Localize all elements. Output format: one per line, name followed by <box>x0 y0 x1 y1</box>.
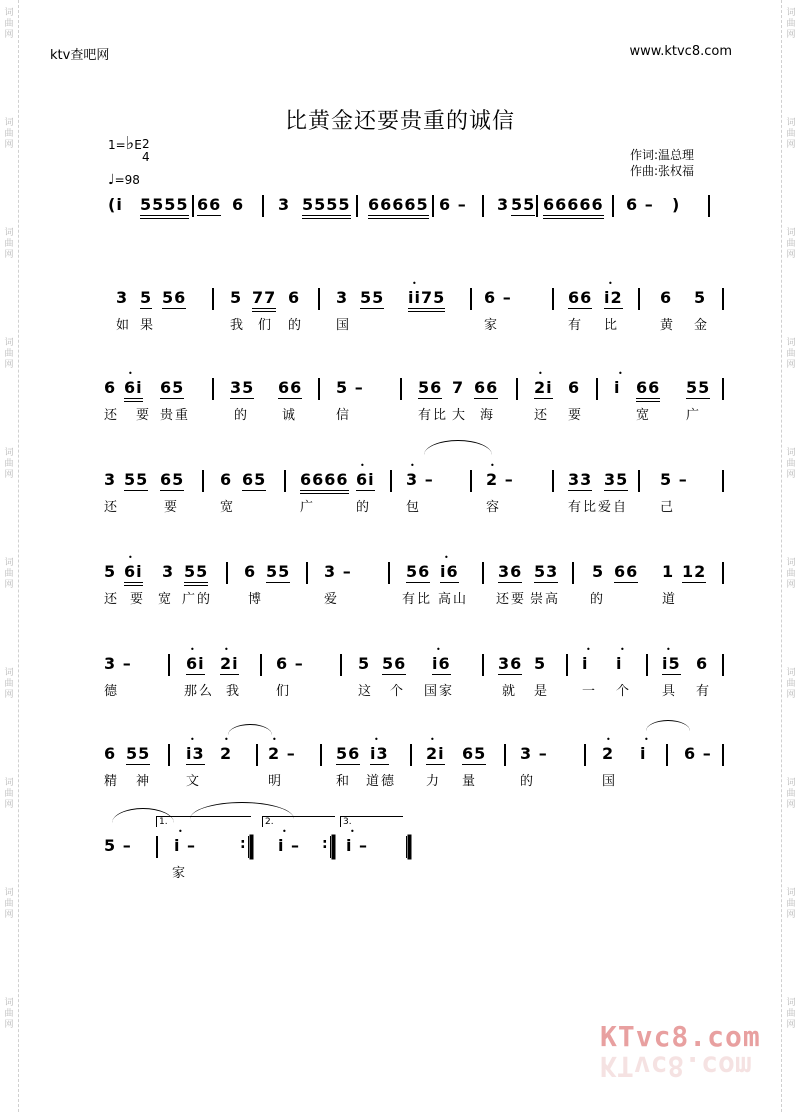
note-group: • 6i <box>186 654 205 675</box>
barline <box>708 195 710 217</box>
lyric: 国 <box>336 318 352 333</box>
barline <box>212 378 214 400</box>
lyric: 还 <box>104 408 120 423</box>
lyric: 爱自 <box>598 500 629 515</box>
lyric: 德 <box>104 684 120 699</box>
note-group: 6 – <box>484 288 512 307</box>
barline <box>596 378 598 400</box>
barline <box>470 470 472 492</box>
barline <box>516 378 518 400</box>
edge-watermark: 词曲网 <box>4 448 14 480</box>
note-group: 56 <box>382 654 407 673</box>
edge-watermark: 词曲网 <box>4 228 14 260</box>
edge-watermark: 词曲网 <box>786 778 796 810</box>
note-group: 3 – <box>520 744 548 763</box>
note-group: 6 <box>568 378 581 397</box>
note-group: 3 <box>162 562 175 581</box>
note-group: 6 <box>244 562 257 581</box>
note-group: • 6i <box>356 470 375 491</box>
note-group: 12 <box>682 562 707 581</box>
tie-arc <box>228 724 272 735</box>
note-group: • 2i <box>426 744 445 765</box>
barline <box>168 654 170 676</box>
lyric: 家 <box>172 866 188 881</box>
note-group: • i – <box>346 836 368 855</box>
note-group: • i <box>616 654 622 673</box>
tempo-marking <box>108 172 140 188</box>
barline <box>722 562 724 584</box>
note-group: 36 <box>498 654 523 673</box>
lyric: 我 <box>226 684 242 699</box>
note-group: 66 <box>614 562 639 581</box>
note-group: • 6i <box>124 378 143 402</box>
left-margin-strip <box>0 0 19 1112</box>
note-group: • i <box>582 654 588 673</box>
note-group: 6 <box>696 654 709 673</box>
note-group: • 2 <box>220 744 232 763</box>
note-group: 55 <box>266 562 291 581</box>
barline <box>552 288 554 310</box>
note-group: 3 <box>497 195 510 214</box>
barline <box>504 744 506 766</box>
final-barline <box>406 836 407 858</box>
note-group: • i6 <box>440 562 459 583</box>
edge-watermark: 词曲网 <box>786 558 796 590</box>
lyric: 还 <box>104 500 120 515</box>
lyric: 具 <box>662 684 678 699</box>
note-group: 6 <box>104 378 117 397</box>
lyric: 果 <box>140 318 156 333</box>
lyric: 贵重 <box>160 408 191 423</box>
edge-watermark: 词曲网 <box>786 888 796 920</box>
barline <box>722 288 724 310</box>
lyric: 道德 <box>366 774 397 789</box>
barline <box>722 378 724 400</box>
note-group: 66 <box>568 288 593 307</box>
note-group: 5 – <box>660 470 688 489</box>
note-group: 6 – <box>439 195 467 214</box>
note-group: • i6 <box>432 654 451 675</box>
barline <box>722 470 724 492</box>
lyric: 高山 <box>438 592 469 607</box>
note-group: 6 <box>104 744 117 763</box>
lyric: 有 <box>568 318 584 333</box>
note-group: 5 – <box>336 378 364 397</box>
lyric: 包 <box>406 500 422 515</box>
quarter-note-icon: ♩ <box>108 172 115 188</box>
note-group: 3 – <box>324 562 352 581</box>
barline <box>192 195 194 217</box>
barline <box>260 654 262 676</box>
note-group: 5 <box>534 654 547 673</box>
edge-watermark: 词曲网 <box>786 998 796 1030</box>
lyric: 有 <box>696 684 712 699</box>
barline <box>156 836 158 858</box>
note-group: 66666 <box>543 195 604 219</box>
lyric: 的 <box>234 408 250 423</box>
lyric: 崇高 <box>530 592 561 607</box>
lyric: 那么 <box>184 684 215 699</box>
note-group: • i5 <box>662 654 681 675</box>
note-group: 3 <box>278 195 291 214</box>
note-group: 55 <box>511 195 536 214</box>
note-group: • 6i <box>124 562 143 586</box>
note-group: 6 <box>288 288 301 307</box>
barline <box>318 378 320 400</box>
ktvc8-logo-reflection: KTvc8.com <box>600 1050 752 1083</box>
lyric: 个 <box>390 684 406 699</box>
edge-watermark: 词曲网 <box>786 8 796 40</box>
edge-watermark: 词曲网 <box>786 448 796 480</box>
note-group: 65 <box>160 378 185 397</box>
repeat-dots: : <box>240 836 247 852</box>
lyric: 的 <box>520 774 536 789</box>
note-group: 35 <box>604 470 629 489</box>
lyric: 们 <box>258 318 274 333</box>
note-group: 6666 <box>300 470 349 494</box>
volta-bracket-2: 2. <box>262 816 335 827</box>
barline <box>340 654 342 676</box>
note-group: • 2 – <box>486 470 514 489</box>
lyric: 家 <box>484 318 500 333</box>
lyric: 明 <box>268 774 284 789</box>
lyric: 有比 <box>568 500 599 515</box>
edge-watermark: 词曲网 <box>786 118 796 150</box>
lyric: 要 <box>130 592 146 607</box>
header-site-name: ktv查吧网 <box>50 48 110 63</box>
repeat-barline <box>330 836 331 858</box>
lyric: 的 <box>590 592 606 607</box>
barline <box>482 195 484 217</box>
note-group: 33 <box>568 470 593 489</box>
note-group: • ii75 <box>408 288 445 312</box>
barline <box>722 744 724 766</box>
lyric: 们 <box>276 684 292 699</box>
note-group: • 2i <box>220 654 239 675</box>
note-group: 65 <box>462 744 487 763</box>
note-group: (i <box>108 195 123 214</box>
lyric: 量 <box>462 774 478 789</box>
barline <box>566 654 568 676</box>
time-signature <box>142 138 150 164</box>
lyric: 海 <box>480 408 496 423</box>
lyric: 是 <box>534 684 550 699</box>
lyric: 信 <box>336 408 352 423</box>
note-group: 55 <box>124 470 149 489</box>
barline <box>584 744 586 766</box>
lyric: 国 <box>602 774 618 789</box>
barline <box>262 195 264 217</box>
barline <box>638 288 640 310</box>
note-group: 5 <box>140 288 153 307</box>
barline <box>410 744 412 766</box>
note-group: 3 <box>104 470 117 489</box>
lyric: 要 <box>164 500 180 515</box>
barline <box>638 470 640 492</box>
note-group: • i2 <box>604 288 623 309</box>
tie-arc <box>424 440 492 455</box>
lyric: 大 <box>452 408 468 423</box>
lyric: 一 <box>582 684 598 699</box>
header-site-url: www.ktvc8.com <box>629 44 732 59</box>
note-group: 56 <box>418 378 443 397</box>
time-signature-top: 2 <box>142 137 150 151</box>
time-signature-bottom: 4 <box>142 150 150 164</box>
note-group: 66 <box>197 195 222 214</box>
lyric: 和 <box>336 774 352 789</box>
note-group: 53 <box>534 562 559 581</box>
lyric: 个 <box>616 684 632 699</box>
barline <box>226 562 228 584</box>
note-group: 6 – <box>626 195 654 214</box>
note-group: 6 <box>232 195 245 214</box>
lyric: 宽 <box>220 500 236 515</box>
lyric: 还 <box>534 408 550 423</box>
note-group: • i <box>640 744 646 763</box>
note-group: 5 <box>694 288 707 307</box>
barline <box>400 378 402 400</box>
lyric: 精 <box>104 774 120 789</box>
lyric: 博 <box>248 592 264 607</box>
barline <box>318 288 320 310</box>
note-group: 55 <box>360 288 385 307</box>
lyric: 力 <box>426 774 442 789</box>
key-signature <box>108 133 142 154</box>
barline <box>212 288 214 310</box>
note-group: • i – <box>278 836 300 855</box>
lyric: 如 <box>116 318 132 333</box>
note-group: 6 <box>660 288 673 307</box>
lyric: 的 <box>288 318 304 333</box>
tempo-value: =98 <box>114 173 140 187</box>
note-group: ) <box>672 195 681 214</box>
lyric: 文 <box>186 774 202 789</box>
barline <box>612 195 614 217</box>
note-group: 5 – <box>104 836 132 855</box>
edge-watermark: 词曲网 <box>4 778 14 810</box>
lyric: 宽 <box>158 592 174 607</box>
note-group: 56 <box>406 562 431 581</box>
credits <box>630 147 694 179</box>
lyric: 还要 <box>496 592 527 607</box>
note-group: 55 <box>184 562 208 586</box>
note-group: 55 <box>686 378 711 397</box>
barline <box>536 195 538 217</box>
note-group: • 2 – <box>268 744 296 763</box>
edge-watermark: 词曲网 <box>4 338 14 370</box>
barline <box>168 744 170 766</box>
note-group: 66 <box>474 378 499 397</box>
barline <box>646 654 648 676</box>
song-title: 比黄金还要贵重的诚信 <box>284 109 515 134</box>
lyric: 爱 <box>324 592 340 607</box>
lyric: 广 <box>300 500 316 515</box>
lyric: 金 <box>694 318 710 333</box>
note-group: 66665 <box>368 195 429 219</box>
barline <box>256 744 258 766</box>
note-group: • 3 – <box>406 470 434 489</box>
lyric: 诚 <box>282 408 298 423</box>
note-group: 5555 <box>140 195 189 219</box>
barline <box>388 562 390 584</box>
note-group: 1 <box>662 562 675 581</box>
note-group: 35 <box>230 378 255 397</box>
barline <box>722 654 724 676</box>
lyric: 国家 <box>424 684 455 699</box>
barline <box>356 195 358 217</box>
key-prefix: 1= <box>108 138 126 152</box>
barline <box>306 562 308 584</box>
lyric: 广的 <box>182 592 213 607</box>
lyric: 宽 <box>636 408 652 423</box>
barline <box>572 562 574 584</box>
note-group: 65 <box>242 470 267 489</box>
lyricist-credit: 作词:温总理 <box>630 148 695 162</box>
lyric: 有比 <box>418 408 449 423</box>
flat-symbol: ♭ <box>125 133 135 154</box>
edge-watermark: 词曲网 <box>4 888 14 920</box>
note-group: 5 <box>358 654 371 673</box>
lyric: 己 <box>660 500 676 515</box>
note-group: 56 <box>336 744 361 763</box>
lyric: 就 <box>502 684 518 699</box>
note-group: 6 – <box>276 654 304 673</box>
note-group: • 2i <box>534 378 553 399</box>
note-group: • i3 <box>370 744 389 765</box>
repeat-dots: : <box>322 836 329 852</box>
edge-watermark: 词曲网 <box>786 338 796 370</box>
edge-watermark: 词曲网 <box>786 228 796 260</box>
lyric: 广 <box>686 408 702 423</box>
note-group: 3 <box>116 288 129 307</box>
note-group: • 2 <box>602 744 614 763</box>
note-group: 6 <box>220 470 233 489</box>
lyric: 神 <box>136 774 152 789</box>
barline <box>432 195 434 217</box>
note-group: 3 – <box>104 654 132 673</box>
edge-watermark: 词曲网 <box>4 118 14 150</box>
barline <box>202 470 204 492</box>
note-group: 5555 <box>302 195 351 219</box>
lyric: 有比 <box>402 592 433 607</box>
barline <box>470 288 472 310</box>
composer-credit: 作曲:张权福 <box>630 164 695 178</box>
repeat-barline <box>248 836 249 858</box>
edge-watermark: 词曲网 <box>786 668 796 700</box>
barline <box>482 654 484 676</box>
barline <box>482 562 484 584</box>
note-group: 77 <box>252 288 276 312</box>
barline <box>284 470 286 492</box>
volta-bracket-1: 1. <box>156 816 251 827</box>
lyric: 要 <box>568 408 584 423</box>
note-group: • i – <box>174 836 196 855</box>
note-group: 56 <box>162 288 187 307</box>
note-group: 3 <box>336 288 349 307</box>
note-group: 5 <box>592 562 605 581</box>
note-group: 65 <box>160 470 185 489</box>
tie-arc <box>646 720 690 731</box>
note-group: 5 <box>230 288 243 307</box>
barline <box>320 744 322 766</box>
note-group: • i <box>614 378 620 397</box>
volta-bracket-3: 3. <box>340 816 403 827</box>
note-group: 66 <box>278 378 303 397</box>
edge-watermark: 词曲网 <box>4 998 14 1030</box>
note-group: 5 <box>104 562 117 581</box>
lyric: 还 <box>104 592 120 607</box>
ktvc8-logo: KTvc8.com <box>600 1020 761 1053</box>
lyric: 要 <box>136 408 152 423</box>
barline <box>552 470 554 492</box>
edge-watermark: 词曲网 <box>4 668 14 700</box>
right-margin-strip <box>781 0 800 1112</box>
note-group: 66 <box>636 378 660 402</box>
edge-watermark: 词曲网 <box>4 8 14 40</box>
note-group: 36 <box>498 562 523 581</box>
lyric: 道 <box>662 592 678 607</box>
lyric: 容 <box>486 500 502 515</box>
lyric: 的 <box>356 500 372 515</box>
barline <box>390 470 392 492</box>
lyric: 这 <box>358 684 374 699</box>
note-group: 7 <box>452 378 465 397</box>
note-group: • i3 <box>186 744 205 765</box>
note-group: 55 <box>126 744 151 763</box>
note-group: 6 – <box>684 744 712 763</box>
lyric: 黄 <box>660 318 676 333</box>
lyric: 比 <box>604 318 620 333</box>
edge-watermark: 词曲网 <box>4 558 14 590</box>
barline <box>666 744 668 766</box>
lyric: 我 <box>230 318 246 333</box>
key-letter: E <box>134 138 142 152</box>
